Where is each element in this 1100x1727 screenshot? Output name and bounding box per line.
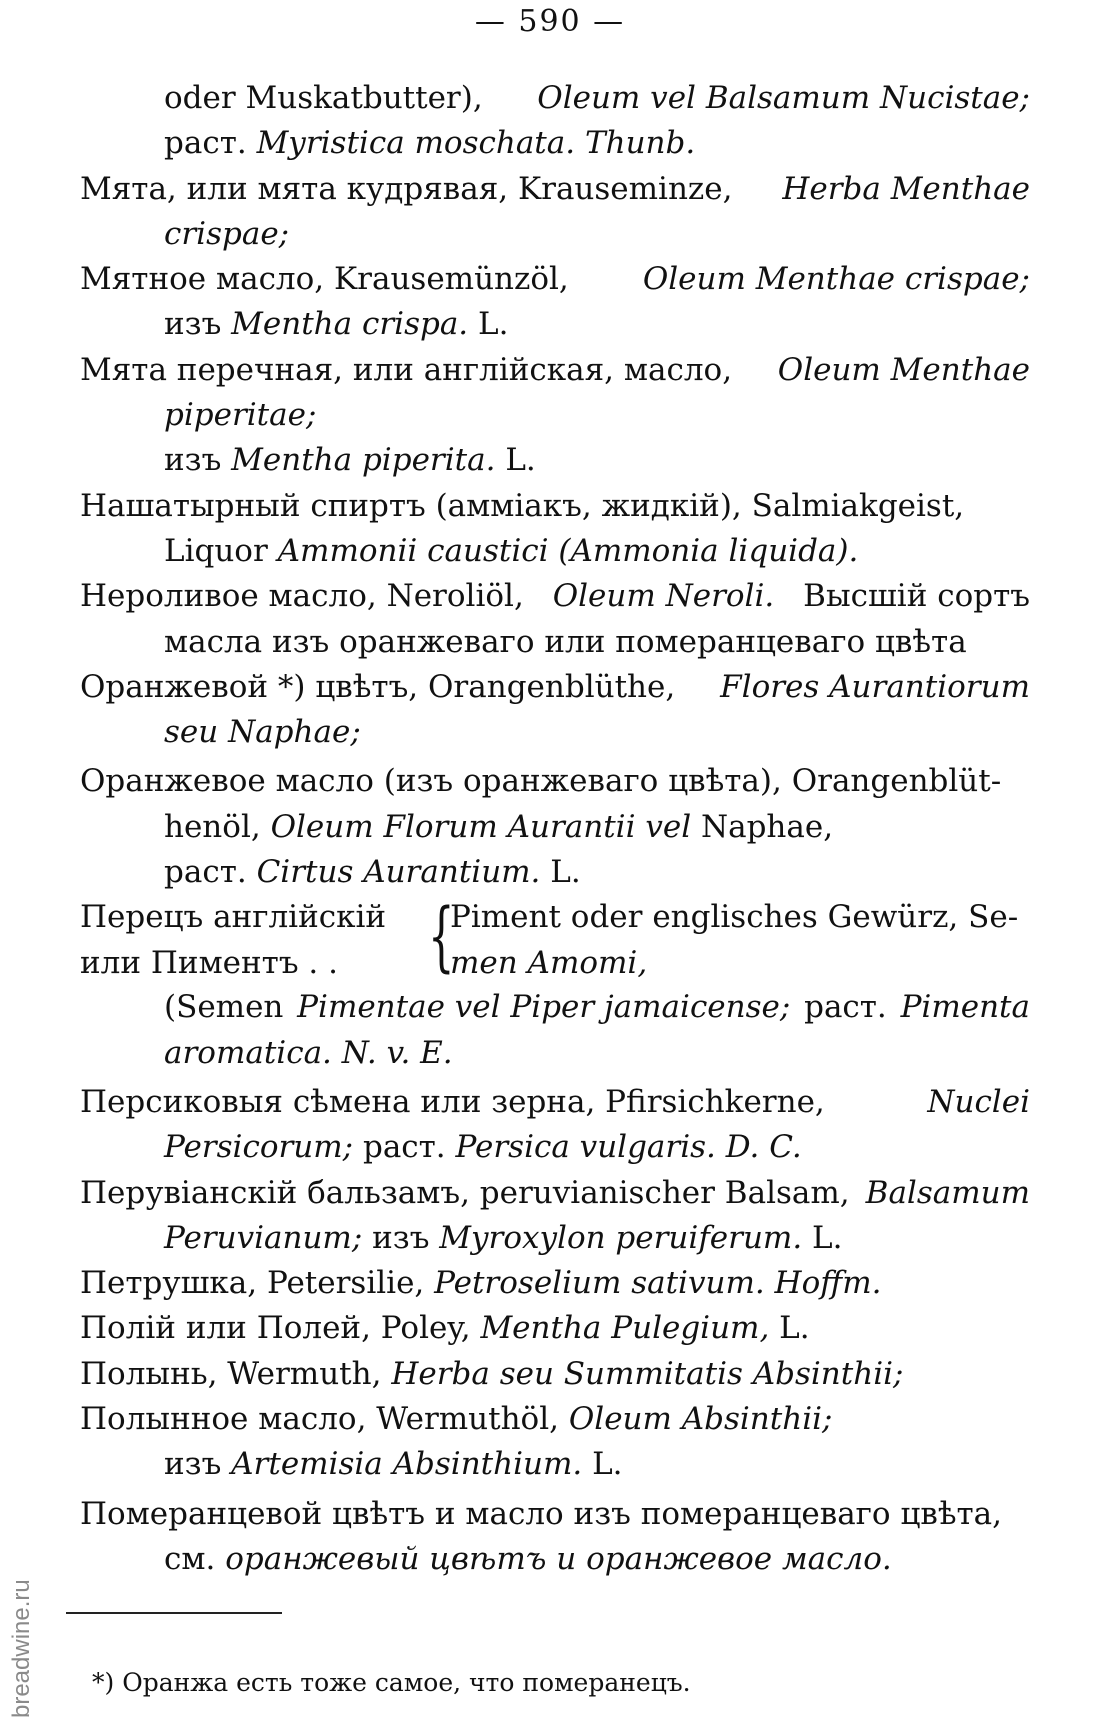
latin-name: Herba seu Summitatis Absinthii; xyxy=(391,1355,904,1392)
latin-name: Oleum Neroli. xyxy=(552,578,775,615)
entry-line xyxy=(80,76,1030,121)
curly-brace-glyph: { xyxy=(428,891,455,981)
entry-line xyxy=(80,212,1030,257)
latin-name: Ammonii caustici (Ammonia liquida). xyxy=(277,532,859,569)
footnote: *) Оранжа есть тоже самое, что померанецъ. xyxy=(92,1668,691,1697)
latin-name: Petroselium sativum. Hoffm. xyxy=(434,1265,882,1302)
entry-text: раст. xyxy=(164,854,247,891)
entry-text: изъ xyxy=(372,1219,430,1256)
entry-text: Оранжевой *) цвѣтъ, Orangenblüthe, xyxy=(80,668,676,705)
entry-line xyxy=(80,1537,1030,1582)
brace-right-line: Piment oder englisches Gewürz, Se- xyxy=(450,899,1019,936)
latin-name: Herba Menthae xyxy=(782,170,1030,207)
entry-text: Высшій сортъ xyxy=(803,578,1030,615)
footnote-divider xyxy=(66,1612,282,1614)
entry-line xyxy=(80,985,1030,1030)
latin-name: Mentha crispa. xyxy=(231,306,469,343)
entry-text: Мятное масло, Krausemünzöl, xyxy=(80,261,569,298)
entry-line xyxy=(80,620,1030,665)
entry-text: Полій или Полей, Poley, xyxy=(80,1310,471,1347)
latin-name: aromatica. N. v. E. xyxy=(164,1034,453,1071)
entry-text: L. xyxy=(779,1310,810,1347)
latin-name: Pimenta xyxy=(900,989,1030,1026)
brace-right-terms xyxy=(450,895,1030,986)
entry-line xyxy=(80,1261,1030,1306)
entry-line xyxy=(80,759,1030,804)
latin-name: Oleum vel Balsamum Nucistae; xyxy=(537,80,1030,116)
latin-name: Nuclei xyxy=(927,1083,1030,1120)
latin-name: Oleum Menthae xyxy=(777,351,1030,388)
entry-line xyxy=(80,1216,1030,1261)
entry-line xyxy=(80,1442,1030,1487)
entry-text: L. xyxy=(505,442,536,479)
entry-text: henöl, xyxy=(164,808,261,845)
brace-left-terms xyxy=(80,895,428,986)
entry-line xyxy=(80,1492,1030,1537)
entry-text: Персиковыя сѣмена или зерна, Pfirsichkerne, xyxy=(80,1083,825,1120)
entry-line xyxy=(80,1352,1030,1397)
latin-name: Oleum Menthae crispae; xyxy=(642,261,1030,298)
latin-name: Myroxylon peruiferum. xyxy=(439,1219,803,1256)
entry-group-1 xyxy=(80,76,1030,895)
entry-line xyxy=(80,574,1030,619)
entry-text: Liquor xyxy=(164,532,268,569)
entry-line xyxy=(80,529,1030,574)
entry-list xyxy=(80,76,1030,1582)
entry-text: Померанцевой цвѣтъ и масло изъ померанцеваго цвѣта, xyxy=(80,1495,1003,1532)
latin-name: Persicorum; xyxy=(164,1129,354,1166)
entry-text: Naphae, xyxy=(700,808,834,845)
latin-name: Cirtus Aurantium. xyxy=(256,854,541,891)
entry-line xyxy=(80,710,1030,755)
page-number: — 590 — xyxy=(474,4,626,39)
latin-name: Persica vulgaris. D. C. xyxy=(455,1129,802,1166)
entry-line xyxy=(80,257,1030,302)
brace-entry xyxy=(80,891,1030,985)
entry-text: масла изъ оранжеваго или померанцеваго цвѣта xyxy=(164,623,967,660)
latin-name: Myristica moschata. Thunb. xyxy=(256,125,696,162)
entry-text: раст. xyxy=(362,1129,446,1166)
latin-name: crispae; xyxy=(164,215,290,252)
entry-line xyxy=(80,665,1030,710)
entry-text: oder Muskatbutter), xyxy=(164,80,483,116)
entry-line xyxy=(80,1306,1030,1351)
latin-name: Balsamum xyxy=(865,1174,1030,1211)
latin-name: piperitae; xyxy=(164,397,317,434)
brace-left-line: или Пиментъ . . xyxy=(80,944,338,981)
latin-name: Mentha Pulegium, xyxy=(480,1310,770,1347)
entry-text: (Semen xyxy=(164,989,284,1026)
watermark: breadwine.ru xyxy=(8,1579,35,1718)
entry-text: Перувіанскій бальзамъ, peruvianischer Balsam, xyxy=(80,1174,850,1211)
entry-line xyxy=(80,302,1030,347)
entry-line xyxy=(80,393,1030,438)
entry-line xyxy=(80,1125,1030,1170)
brace-left-line: Перецъ англійскій xyxy=(80,899,387,936)
entry-text: раст. xyxy=(164,125,247,162)
latin-name: Peruvianum; xyxy=(164,1219,363,1256)
entry-text: Полынь, Wermuth, xyxy=(80,1355,382,1392)
entry-text: Петрушка, Petersilie, xyxy=(80,1265,425,1302)
entry-text: L. xyxy=(592,1446,623,1483)
entry-line xyxy=(80,121,1030,166)
entry-text: Мята перечная, или англійская, масло, xyxy=(80,351,733,388)
entry-text: L. xyxy=(478,306,509,343)
entry-text: Оранжевое масло (изъ оранжеваго цвѣта), Orangenblüt- xyxy=(80,763,1002,800)
latin-name: оранжевый цвѣтъ и оранжевое масло. xyxy=(225,1540,892,1577)
entry-line xyxy=(80,484,1030,529)
latin-name: Artemisia Absinthium. xyxy=(231,1446,583,1483)
entry-text: Нашатырный спиртъ (амміакъ, жидкій), Salmiakgeist, xyxy=(80,487,965,524)
entry-text: изъ xyxy=(164,306,222,343)
entry-line xyxy=(80,805,1030,850)
latin-name: Flores Aurantiorum xyxy=(720,668,1030,705)
entry-text: изъ xyxy=(164,442,222,479)
entry-line xyxy=(80,1171,1030,1216)
latin-name: Pimentae vel Piper jamaicense; xyxy=(297,989,791,1026)
brace-right-line: men Amomi, xyxy=(450,944,648,981)
entry-text: L. xyxy=(812,1219,843,1256)
latin-name: seu Naphae; xyxy=(164,714,361,751)
entry-line xyxy=(80,1080,1030,1125)
entry-text: Полынное масло, Wermuthöl, xyxy=(80,1401,559,1438)
entry-line xyxy=(80,348,1030,393)
entry-text: см. xyxy=(164,1540,216,1577)
entry-group-2 xyxy=(80,985,1030,1582)
entry-line xyxy=(80,1397,1030,1442)
entry-line xyxy=(80,1031,1030,1076)
entry-text: Мята, или мята кудрявая, Krauseminze, xyxy=(80,170,733,207)
entry-text: раст. xyxy=(804,989,887,1026)
latin-name: Mentha piperita. xyxy=(231,442,496,479)
entry-text: Нероливое масло, Neroliöl, xyxy=(80,578,524,615)
entry-line xyxy=(80,167,1030,212)
entry-line xyxy=(80,438,1030,483)
entry-text: изъ xyxy=(164,1446,222,1483)
entry-text: L. xyxy=(550,854,581,891)
latin-name: Oleum Absinthii; xyxy=(568,1401,833,1438)
latin-name: Oleum Florum Aurantii vel xyxy=(270,808,692,845)
entry-line xyxy=(80,850,1030,895)
